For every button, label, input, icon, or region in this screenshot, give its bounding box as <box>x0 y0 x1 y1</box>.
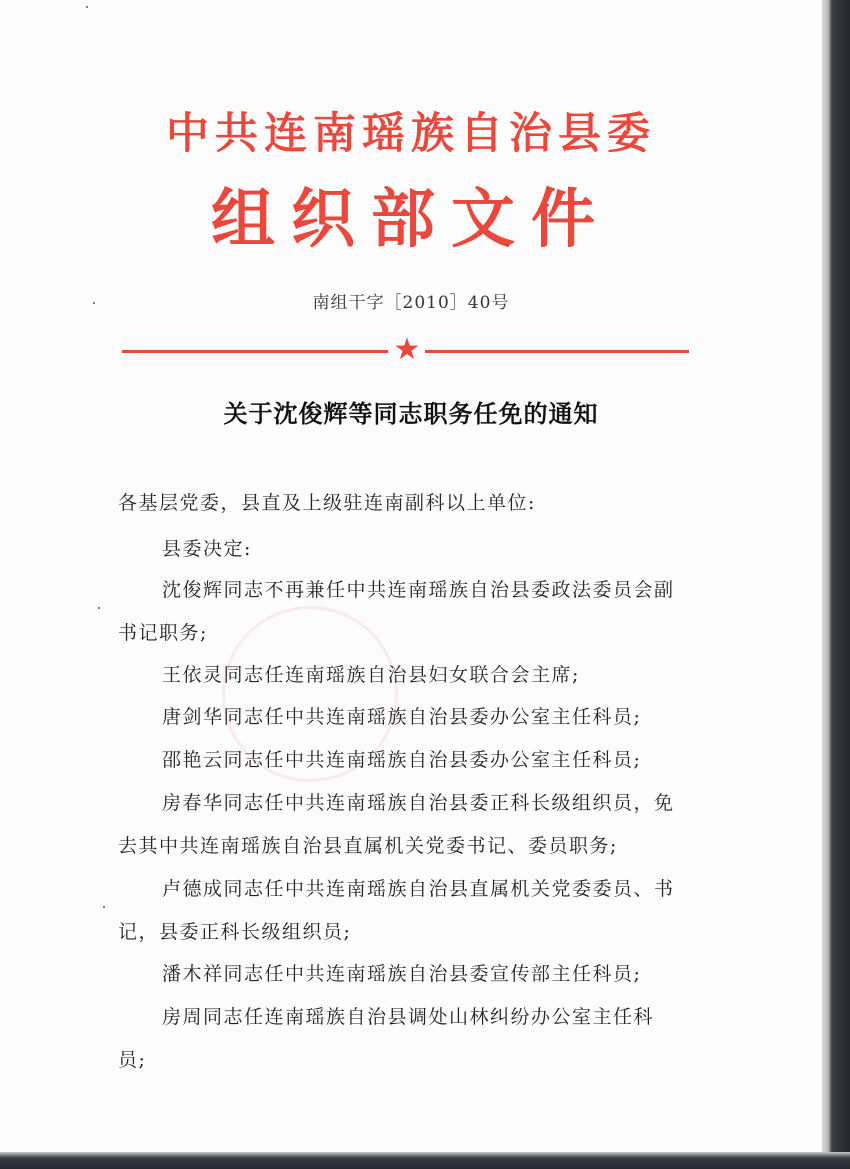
scan-speck <box>93 302 95 304</box>
body-line-3: 书记职务; <box>118 622 208 644</box>
body-line-13: 员; <box>118 1049 147 1071</box>
scan-speck <box>98 607 100 609</box>
issuer-header: 中共连南瑶族自治县委 <box>166 109 656 159</box>
body-line-2: 沈俊辉同志不再兼任中共连南瑶族自治县委政法委员会副 <box>162 579 675 601</box>
scan-edge-right <box>822 0 850 1169</box>
notice-title: 关于沈俊辉等同志职务任免的通知 <box>223 400 599 428</box>
body-line-10: 记，县委正科长级组织员; <box>118 921 352 943</box>
body-line-11: 潘木祥同志任中共连南瑶族自治县委宣传部主任科员; <box>162 963 642 985</box>
body-line-12: 房周同志任连南瑶族自治县调处山林纠纷办公室主任科 <box>162 1006 655 1028</box>
document-number: 南组干字［2010］40号 <box>312 293 510 313</box>
scan-speck <box>86 6 88 8</box>
body-line-9: 卢德成同志任中共连南瑶族自治县直属机关党委委员、书 <box>162 878 675 900</box>
red-divider-right <box>425 350 689 353</box>
body-line-1: 县委决定: <box>162 538 252 560</box>
body-line-5: 唐剑华同志任中共连南瑶族自治县委办公室主任科员; <box>162 706 642 728</box>
salutation: 各基层党委，县直及上级驻连南副科以上单位: <box>118 492 536 514</box>
body-line-4: 王依灵同志任连南瑶族自治县妇女联合会主席; <box>162 664 580 686</box>
document-type-header: 组织部文件 <box>211 183 611 257</box>
scan-speck <box>103 906 105 908</box>
red-star-icon: ★ <box>393 332 421 367</box>
body-line-8: 去其中共连南瑶族自治县直属机关党委书记、委员职务; <box>118 835 618 857</box>
scan-edge-bottom <box>0 1152 850 1169</box>
body-line-6: 邵艳云同志任中共连南瑶族自治县委办公室主任科员; <box>162 749 642 771</box>
body-line-7: 房春华同志任中共连南瑶族自治县委正科长级组织员，免 <box>162 792 675 814</box>
red-divider-left <box>122 350 388 353</box>
